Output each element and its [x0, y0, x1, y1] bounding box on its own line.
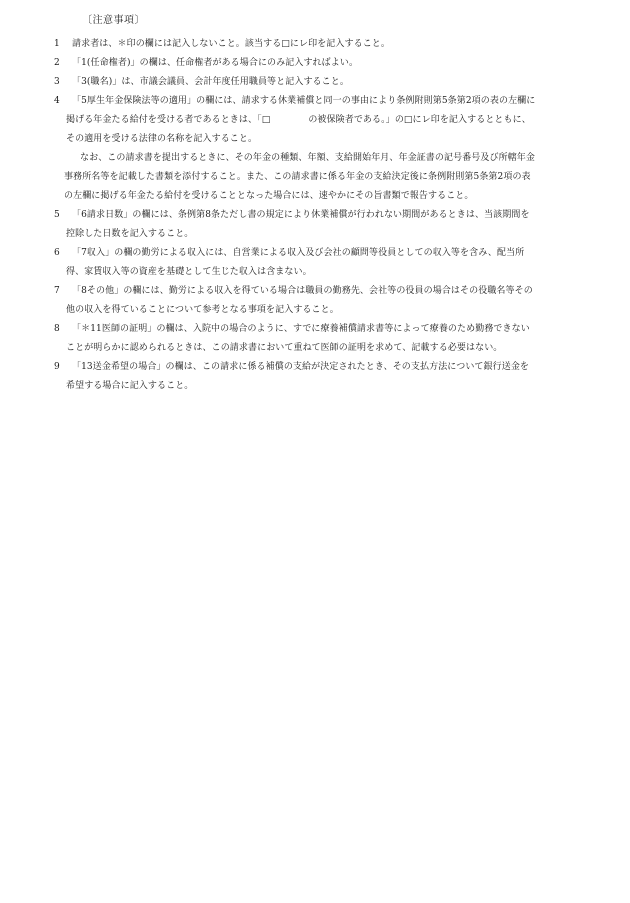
note-item-5: [54, 206, 578, 244]
note-item-7: [54, 282, 578, 320]
note-number: 3: [54, 77, 60, 87]
note-text: 「6請求日数」の欄には、条例第8条ただし書の規定により休業補償が行われない期間があるときは、当該期間を 控除した日数を記入すること。: [66, 210, 530, 239]
note-text: 「7収入」の欄の勤労による収入には、自営業による収入及び会社の顧問等役員としての収入等を含み、配当所 得、家賃収入等の資産を基礎として生じた収入は含まない。: [66, 248, 525, 277]
note-number: 2: [54, 58, 60, 68]
note-text: 「3(職名)」は、市議会議員、会計年度任用職員等と記入すること。: [72, 77, 349, 87]
note-number: 8: [54, 324, 60, 334]
note-text: 「5厚生年金保険法等の適用」の欄には、請求する休業補償と同一の事由により条例附則第5条第2項の表の左欄に 掲げる年金たる給付を受ける者であるときは、「□ の被保険者である。」の□にレ印を記入するとともに、 その適用を受ける法律の名称を記入すること。: [66, 96, 536, 144]
note-item-8: [54, 320, 578, 358]
note-text: 「＊11医師の証明」の欄は、入院中の場合のように、すでに療養補償請求書等によって療養のため勤務できない ことが明らかに認められるときは、この請求書において重ねて医師の証明を求めて、記載する必要はない。: [66, 324, 530, 353]
note-number: 5: [54, 210, 60, 220]
notes-heading: 〔注意事項〕: [82, 15, 145, 26]
note-item-3: [54, 73, 578, 92]
note-number: 9: [54, 362, 60, 372]
note-item-2: [54, 54, 578, 73]
note-number: 6: [54, 248, 60, 258]
note-text: 「1(任命権者)」の欄は、任命権者がある場合にのみ記入すればよい。: [72, 58, 359, 68]
note-item-1: [54, 35, 578, 54]
note-text: 請求者は、＊印の欄には記入しないこと。該当する□にレ印を記入すること。: [72, 39, 391, 49]
note-number: 7: [54, 286, 60, 296]
note-item-9: [54, 358, 578, 396]
note-text: なお、この請求書を提出するときに、その年金の種類、年額、支給開始年月、年金証書の記号番号及び所轄年金 事務所名等を記載した書類を添付すること。また、この請求書に係る年金の支給決定後に条例附則第5条第2項の表 の左欄に掲げる年金たる給付を受けることとなった場合には、速やかにその旨書類で報告すること。: [64, 153, 536, 201]
notes-list: [54, 35, 578, 396]
note-number: 4: [54, 96, 60, 106]
note-item-4: [54, 92, 578, 149]
note-number: 1: [54, 39, 60, 49]
note-item-4-supplement: [54, 149, 578, 206]
note-item-6: [54, 244, 578, 282]
note-text: 「8その他」の欄には、勤労による収入を得ている場合は職員の勤務先、会社等の役員の場合はその役職名等その 他の収入を得ていることについて参考となる事項を記入すること。: [66, 286, 533, 315]
note-text: 「13送金希望の場合」の欄は、この請求に係る補償の支給が決定されたとき、その支払方法について銀行送金を 希望する場合に記入すること。: [66, 362, 530, 391]
